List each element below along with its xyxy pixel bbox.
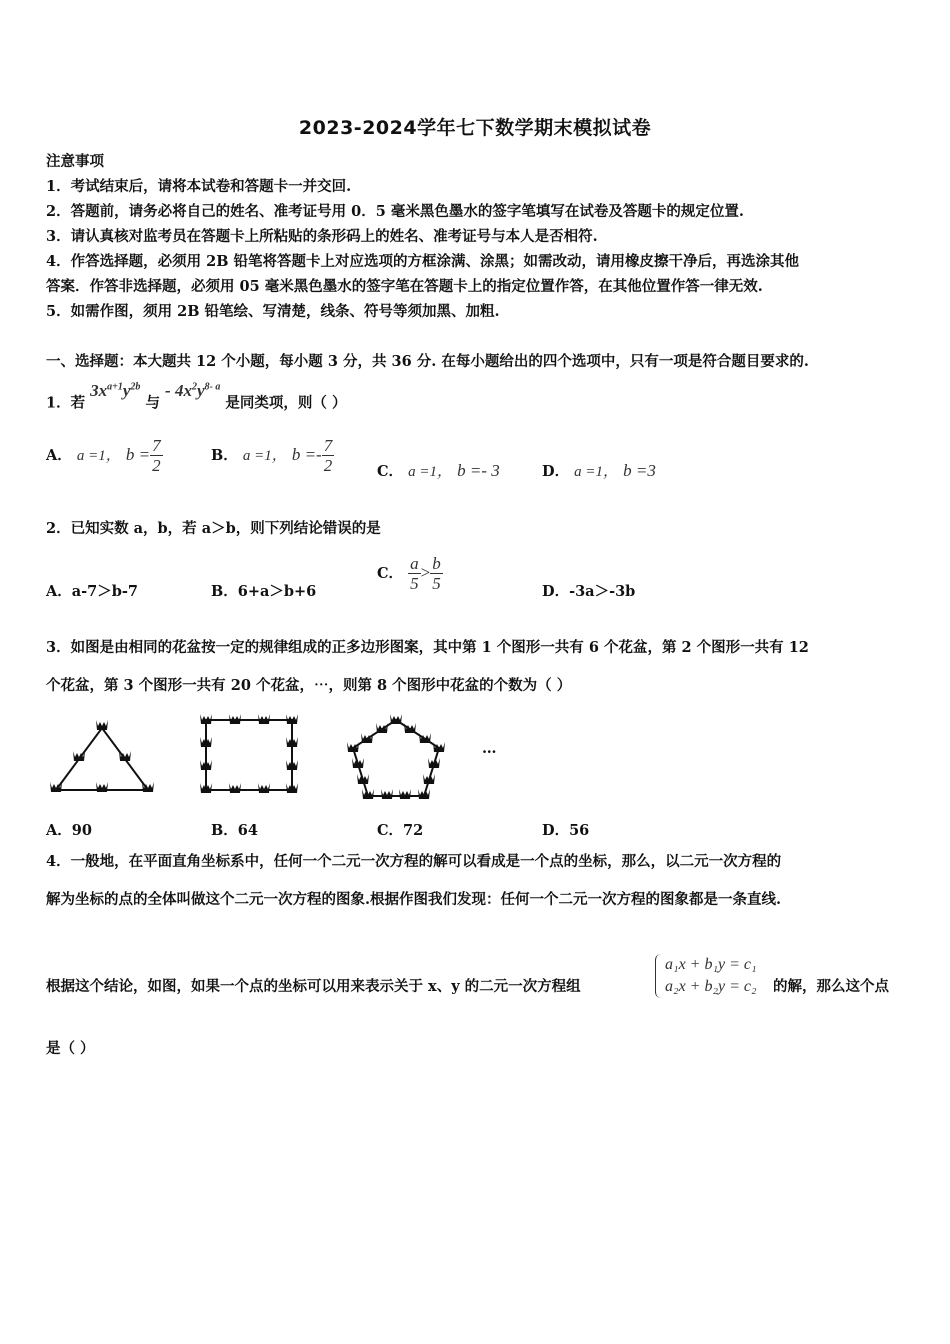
q4-eq2: a₂x + b₂y = c₂ (665, 978, 757, 995)
square-figure (200, 714, 298, 793)
page-title: 2023-2024学年七下数学期末模拟试卷 (298, 117, 652, 139)
q1-option-a: A． a =1， b = $\frac{7}{2}$ (46, 436, 161, 475)
pentagon-figure (347, 714, 445, 799)
q2-option-a: A．a-7＞b-7 (46, 583, 138, 600)
note-item: 3．请认真核对监考员在答题卡上所粘贴的条形码上的姓名、准考证号与本人是否相符. (46, 228, 598, 245)
q4-eq1: a₁x + b₁y = c₁ (665, 956, 757, 973)
q4-line3-post: 的解，那么这个点 (773, 978, 889, 995)
q1-option-b: B． a =1， b =- $\frac{7}{2}$ (211, 436, 333, 475)
q3-option-b: B．64 (211, 822, 258, 839)
note-item: 2．答题前，请务必将自己的姓名、准考证号用 0．5 毫米黑色墨水的签字笔填写在试卷及答题卡的规定位置. (46, 203, 744, 220)
q1-option-d: D． a =1， b =3 (542, 461, 656, 480)
q1-term2: - $4x^2y^{8- a}$ (165, 380, 221, 400)
q1-term1: $3x^{a+1}y^{2b}$ (90, 380, 141, 400)
q2-option-d: D．-3a＞-3b (542, 583, 636, 600)
q3-option-a: A．90 (46, 822, 92, 839)
q1-stem (46, 380, 347, 413)
note-item: 5．如需作图，须用 2B 铅笔绘、写清楚，线条、符号等须加黑、加粗. (46, 303, 500, 320)
figure-ellipsis: … (482, 740, 497, 757)
q2-option-b: B．6+a＞b+6 (211, 583, 317, 600)
flowerpot-figures (46, 712, 486, 812)
note-item: 4．作答选择题，必须用 2B 铅笔将答题卡上对应选项的方框涂满、涂黑；如需改动，请用橡皮擦干净后，再选涂其他 (46, 253, 800, 270)
q4-line4: 是（ ） (46, 1040, 95, 1057)
q2-option-c: C． $\frac{a}{5}$ > $\frac{b}{5}$ (377, 554, 441, 593)
note-item: 答案．作答非选择题，必须用 05 毫米黑色墨水的签字笔在答题卡上的指定位置作答，在其他位置作答一律无效. (46, 278, 763, 295)
q3-option-d: D．56 (542, 822, 590, 839)
q1-mid: 与 (145, 394, 160, 412)
q1-option-c: C． a =1， b =- 3 (377, 461, 500, 480)
q4-line1: 4．一般地，在平面直角坐标系中，任何一个二元一次方程的解可以看成是一个点的坐标，那么，以二元一次方程的 (46, 853, 782, 870)
triangle-figure (50, 720, 154, 792)
q3-option-c: C．72 (377, 822, 424, 839)
q4-line3-pre: 根据这个结论，如图，如果一个点的坐标可以用来表示关于 x、y 的二元一次方程组 (46, 978, 581, 995)
q4-equation-system (655, 954, 757, 998)
q3-line1: 3．如图是由相同的花盆按一定的规律组成的正多边形图案，其中第 1 个图形一共有 6 个花盆，第 2 个图形一共有 12 (46, 639, 809, 656)
q3-line2: 个花盆，第 3 个图形一共有 20 个花盆，⋯，则第 8 个图形中花盆的个数为（ ） (46, 677, 572, 694)
q1-suffix: 是同类项，则（ ） (225, 394, 347, 412)
section-heading: 一、选择题：本大题共 12 个小题，每小题 3 分，共 36 分. 在每小题给出的四个选项中，只有一项是符合题目要求的. (46, 353, 809, 370)
q2-stem: 2．已知实数 a，b，若 a＞b，则下列结论错误的是 (46, 520, 381, 537)
q1-prefix: 1．若 (46, 394, 86, 412)
notes-heading: 注意事项 (46, 153, 104, 170)
q4-line2: 解为坐标的点的全体叫做这个二元一次方程的图象.根据作图我们发现：任何一个二元一次方程的图象都是一条直线. (46, 891, 782, 908)
note-item: 1．考试结束后，请将本试卷和答题卡一并交回. (46, 178, 352, 195)
